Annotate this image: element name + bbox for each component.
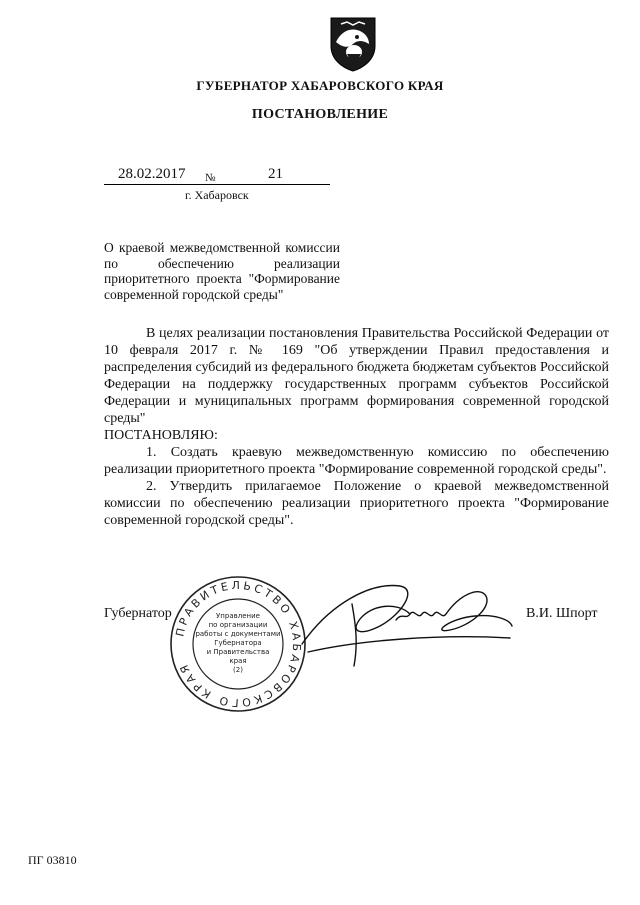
svg-text:края: края xyxy=(229,657,247,665)
resolve-keyword: ПОСТАНОВЛЯЮ: xyxy=(104,428,218,443)
svg-text:(2): (2) xyxy=(233,666,243,674)
clause-1: 1. Создать краевую межведомственную комиссию по обеспечению реализации приоритетного проекта "Формирование современной городской среды". xyxy=(104,445,609,477)
signer-name: В.И. Шпорт xyxy=(526,606,598,621)
svg-text:ПРАВИТЕЛЬСТВО ХАБАРОВСКОГО КРА: ПРАВИТЕЛЬСТВО ХАБАРОВСКОГО КРАЯ xyxy=(173,578,304,710)
svg-text:Управление: Управление xyxy=(216,612,260,620)
footer-code: ПГ 03810 xyxy=(28,853,77,867)
svg-text:по организации: по организации xyxy=(208,621,268,629)
clause-2: 2. Утвердить прилагаемое Положение о краевой межведомственной комиссии по обеспечению реализации приоритетного проекта "Формирование современной городской среды". xyxy=(104,479,609,528)
svg-text:работы с документами: работы с документами xyxy=(195,630,281,638)
document-number: 21 xyxy=(268,166,283,182)
document-city: г. Хабаровск xyxy=(185,188,249,202)
document-type: ПОСТАНОВЛЕНИЕ xyxy=(251,107,389,122)
official-seal xyxy=(168,574,308,714)
document-date: 28.02.2017 xyxy=(118,166,186,182)
number-label: № xyxy=(205,172,216,184)
issuing-authority: ГУБЕРНАТОР ХАБАРОВСКОГО КРАЯ xyxy=(196,78,444,93)
document-body xyxy=(104,325,609,529)
preamble-paragraph: В целях реализации постановления Правительства Российской Федерации от 10 февраля 2017 г. № 169 "Об утверждении Правил предоставления и распределения субсидий из федерального бюджета бюджетам субъектов Российской Федерации на поддержку государственных программ субъектов Российской Федерации и муниципальных программ формирования современной городской среды" xyxy=(104,326,609,426)
handwritten-signature xyxy=(300,574,515,674)
svg-text:Губернатора: Губернатора xyxy=(214,639,262,647)
date-number-line xyxy=(104,164,330,185)
svg-text:и Правительства: и Правительства xyxy=(206,648,270,656)
khabarovsk-coat-of-arms-icon xyxy=(327,14,379,72)
signer-position: Губернатор xyxy=(104,606,172,621)
document-title: О краевой межведомственной комиссии по обеспечению реализации приоритетного проекта "Формирование современной городской среды" xyxy=(104,240,340,302)
